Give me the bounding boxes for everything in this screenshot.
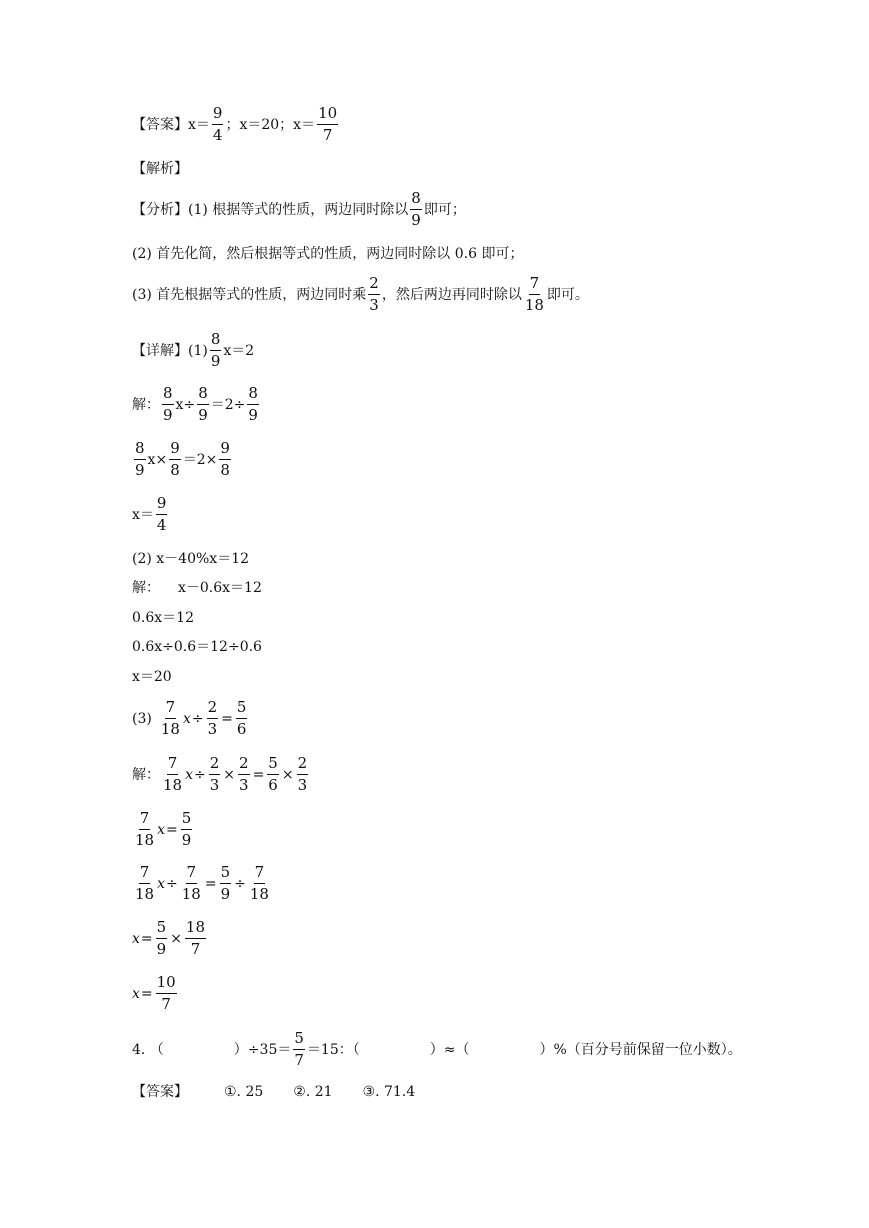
denominator: 18: [135, 831, 155, 849]
variable-x: x: [132, 985, 140, 1002]
denominator: 3: [297, 776, 308, 794]
fraction: [134, 811, 155, 848]
denominator: 18: [135, 885, 155, 903]
fraction: [156, 920, 168, 957]
question-4: [132, 1031, 742, 1068]
operator: ÷: [234, 875, 246, 892]
fraction: [134, 441, 146, 478]
denominator: 8: [220, 461, 230, 479]
numerator: 9: [169, 441, 181, 460]
detail-step-2: [132, 441, 233, 478]
detail-eq3-step-5: [132, 975, 179, 1012]
denominator: 4: [212, 126, 223, 144]
operator: ×: [170, 930, 182, 947]
fenxi-line-3: [132, 276, 589, 313]
solve-label: 解：: [132, 580, 160, 596]
question-4-fraction: [293, 1031, 305, 1068]
detail-eq2: [132, 552, 249, 566]
numerator: 10: [156, 975, 177, 994]
numerator: 7: [165, 700, 177, 719]
analysis-title-text: 【解析】: [132, 161, 188, 177]
answer-4-label: 【答案】: [132, 1084, 188, 1100]
numerator: 5: [293, 1031, 305, 1050]
operator: =: [204, 875, 217, 892]
numerator: 2: [207, 700, 219, 719]
variable-x: x: [185, 766, 193, 783]
fenxi-label: 【分析】: [132, 201, 188, 218]
denominator: 4: [156, 516, 167, 534]
expr-text: x×: [147, 451, 168, 468]
detail-eq3-step-3: [132, 865, 272, 902]
detail-eq3-step-1: [132, 756, 310, 793]
fraction: [220, 865, 232, 902]
fraction: [162, 756, 183, 793]
numerator: 8: [162, 386, 174, 405]
detail-e1-pre: (1): [188, 342, 208, 359]
operator: ÷: [166, 875, 178, 892]
solve-label: 解：: [132, 766, 160, 783]
fenxi-line-1: [132, 191, 466, 228]
numerator: 8: [410, 191, 422, 210]
fraction: [267, 756, 279, 793]
expr-text: x＝20: [132, 669, 172, 685]
expr-text: (3): [132, 710, 152, 727]
numerator: 2: [238, 756, 250, 775]
denominator: 6: [236, 720, 247, 738]
operator: ÷: [194, 766, 206, 783]
numerator: 5: [181, 811, 193, 830]
fraction: [134, 865, 155, 902]
numerator: 5: [220, 865, 232, 884]
fenxi-p3-pre: (3) 首先根据等式的性质，两边同时乘: [132, 286, 367, 303]
answer-x1: x＝: [188, 116, 210, 133]
answer-sep: ；: [225, 116, 240, 133]
fenxi-p1-post: 即可；: [423, 201, 466, 218]
denominator: 18: [163, 776, 183, 794]
fraction: [181, 811, 193, 848]
numerator: 7: [167, 756, 179, 775]
detail-eq2-step-1: [132, 581, 262, 595]
fenxi-p3-fraction-1: [368, 276, 380, 313]
fraction: [247, 386, 259, 423]
answer-4-item-3: ③. 71.4: [362, 1084, 416, 1100]
detail-eq3: [132, 700, 249, 737]
denominator: 7: [190, 940, 201, 958]
operator: =: [140, 930, 153, 947]
answer-x3-fraction: [317, 106, 338, 143]
answer-4: [132, 1085, 415, 1099]
numerator: 5: [156, 920, 168, 939]
fraction: [297, 756, 309, 793]
numerator: 7: [139, 811, 151, 830]
fraction: [238, 756, 250, 793]
fenxi-p1-fraction: [410, 191, 422, 228]
numerator: 5: [236, 700, 248, 719]
expr-text: ＝2÷: [210, 396, 246, 413]
denominator: 18: [249, 885, 269, 903]
answer-x2: x＝20；: [239, 116, 294, 133]
denominator: 18: [181, 885, 201, 903]
denominator: 3: [369, 296, 379, 314]
operator: =: [166, 821, 178, 838]
fraction: [197, 386, 209, 423]
question-4-pre: 4. （ ）÷35＝: [132, 1041, 292, 1058]
denominator: 6: [268, 776, 278, 794]
denominator: 9: [156, 940, 167, 958]
fraction: [219, 441, 231, 478]
fenxi-p3-fraction-2: [524, 276, 545, 313]
numerator: 7: [139, 865, 151, 884]
fenxi-p3-mid: ，然后两边再同时除以: [381, 286, 522, 303]
fenxi-p1-pre: (1) 根据等式的性质，两边同时除以: [188, 201, 409, 218]
fraction: [249, 865, 270, 902]
fraction: [162, 386, 174, 423]
expr-text: x－0.6x＝12: [178, 580, 262, 596]
numerator: 9: [212, 106, 224, 125]
solve-label: 解：: [132, 396, 160, 413]
operator: =: [140, 985, 153, 1002]
detail-e1-post: x＝2: [223, 342, 255, 359]
variable-x: x: [132, 930, 140, 947]
answer-x1-fraction: [212, 106, 224, 143]
expr-text: (2) x－40%x＝12: [132, 551, 250, 567]
numerator: 18: [185, 920, 206, 939]
denominator: 3: [207, 720, 218, 738]
numerator: 9: [219, 441, 231, 460]
variable-x: x: [157, 821, 165, 838]
fenxi-line-2: [132, 247, 523, 261]
denominator: 9: [210, 352, 221, 370]
numerator: 10: [317, 106, 338, 125]
detail-e1-fraction: [210, 332, 222, 369]
numerator: 9: [156, 496, 168, 515]
detail-step-3: [132, 496, 169, 533]
operator: ×: [281, 766, 294, 783]
expr-text: ＝2×: [182, 451, 218, 468]
variable-x: x: [157, 875, 165, 892]
detail-eq2-step-4: [132, 670, 172, 684]
numerator: 2: [297, 756, 309, 775]
numerator: 8: [247, 386, 259, 405]
denominator: 3: [239, 776, 249, 794]
detail-eq2-step-3: [132, 640, 262, 654]
answer-4-item-2: ②. 21: [293, 1084, 333, 1100]
question-4-post: ＝15：（ ）≈（ ）%（百分号前保留一位小数）。: [306, 1041, 742, 1058]
answer-x3: x＝: [293, 116, 316, 133]
answer-4-item-1: ①. 25: [224, 1084, 264, 1100]
numerator: 7: [186, 865, 198, 884]
numerator: 2: [368, 276, 380, 295]
operator: ×: [223, 766, 236, 783]
denominator: 3: [209, 776, 220, 794]
denominator: 8: [170, 461, 180, 479]
fraction: [156, 496, 168, 533]
expr-text: x÷: [175, 396, 196, 413]
denominator: 9: [163, 406, 173, 424]
fraction: [169, 441, 181, 478]
numerator: 8: [134, 441, 146, 460]
fenxi-p3-post: 即可。: [546, 286, 589, 303]
denominator: 9: [411, 211, 421, 229]
fraction: [185, 920, 206, 957]
denominator: 7: [161, 995, 171, 1013]
numerator: 8: [210, 332, 222, 351]
fraction: [156, 975, 177, 1012]
fraction: [207, 700, 219, 737]
numerator: 8: [197, 386, 209, 405]
numerator: 5: [267, 756, 279, 775]
expr-text: x＝: [132, 506, 154, 523]
detail-eq3-step-4: [132, 920, 208, 957]
expr-text: 0.6x÷0.6＝12÷0.6: [132, 639, 262, 655]
numerator: 7: [254, 865, 266, 884]
denominator: 7: [294, 1051, 304, 1069]
fraction: [160, 700, 181, 737]
fenxi-p2: (2) 首先化简，然后根据等式的性质，两边同时除以 0.6 即可；: [132, 246, 524, 262]
answer-line: [132, 106, 340, 143]
operator: =: [221, 710, 233, 727]
numerator: 2: [209, 756, 221, 775]
detail-eq2-step-2: [132, 611, 194, 625]
denominator: 9: [135, 461, 145, 479]
denominator: 9: [248, 406, 258, 424]
analysis-title: [132, 162, 188, 176]
fraction: [181, 865, 202, 902]
fraction: [209, 756, 221, 793]
denominator: 9: [220, 885, 231, 903]
fraction: [236, 700, 248, 737]
operator: =: [252, 766, 265, 783]
detail-eq1: [132, 332, 254, 369]
operator: ÷: [191, 710, 204, 727]
detail-step-1: [132, 386, 261, 423]
numerator: 7: [529, 276, 541, 295]
denominator: 18: [160, 720, 180, 738]
denominator: 9: [198, 406, 208, 424]
denominator: 18: [524, 296, 544, 314]
denominator: 7: [322, 126, 333, 144]
answer-label: 【答案】: [132, 116, 188, 133]
detail-label: 【详解】: [132, 342, 188, 359]
detail-eq3-step-2: [132, 811, 194, 848]
expr-text: 0.6x＝12: [132, 610, 194, 626]
variable-x: x: [182, 710, 191, 727]
denominator: 9: [181, 831, 192, 849]
